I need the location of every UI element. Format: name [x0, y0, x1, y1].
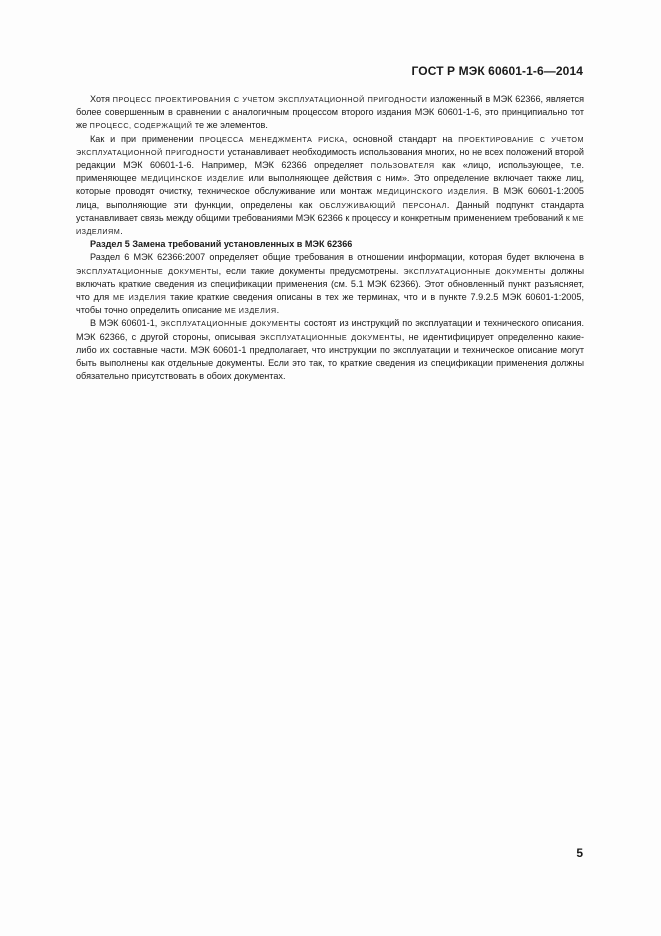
term-run: ПОЛЬЗОВАТЕЛЯ: [370, 161, 435, 171]
text-run: должны включать краткие сведения из спецификации применения (см. 5.1 МЭК 62366). Этот обновленный пункт разъясняет, что для: [76, 265, 585, 303]
term-run: ПРОЦЕСС, СОДЕРЖАЩИЙ: [89, 121, 193, 131]
term-run: ЭКСПЛУАТАЦИОННЫЕ ДОКУМЕНТЫ: [259, 332, 402, 342]
section-heading: Раздел 5 Замена требований установленных в МЭК 62366: [90, 239, 353, 250]
term-run: ПРОЦЕСС ПРОЕКТИРОВАНИЯ С УЧЕТОМ ЭКСПЛУАТАЦИОННОЙ ПРИГОДНОСТИ: [112, 95, 428, 104]
paragraph-3: [76, 251, 584, 317]
text-run: те же элементов.: [192, 120, 268, 131]
term-run: МЕ ИЗДЕЛИЯ: [113, 293, 167, 303]
text-run: , если такие документы предусмотрены.: [218, 265, 404, 276]
paragraph-1: [76, 93, 584, 133]
paragraph-4: [76, 317, 584, 383]
term-run: ЭКСПЛУАТАЦИОННЫЕ ДОКУМЕНТЫ: [76, 266, 219, 276]
text-run: как «лицо, использующее, т.е. применяющее: [76, 160, 584, 184]
term-run: ЭКСПЛУАТАЦИОННЫЕ ДОКУМЕНТЫ: [403, 266, 546, 276]
document-body: [76, 93, 584, 383]
term-run: МЕ ИЗДЕЛИЯМ: [76, 213, 584, 237]
text-run: Раздел 6 МЭК 62366:2007 определяет общие требования в отношении информации, которая будет включена в: [90, 252, 584, 263]
term-run: МЕДИЦИНСКОГО ИЗДЕЛИЯ: [376, 187, 486, 197]
text-run: состоят из инструкций по эксплуатации и технического описания. МЭК 62366, с другой стороны, описывая: [76, 318, 584, 342]
text-run: , не идентифицирует определенно какие-либо их составные части. МЭК 60601-1 предполагает, что инструкции по эксплуатации и техническое описание могут быть выполнены как отдельные документы. Если это так, то краткие сведения из спецификации применения должны обязательно присутствовать в обоих документах.: [76, 331, 585, 382]
term-run: МЕДИЦИНСКОЕ ИЗДЕЛИЕ: [140, 174, 245, 184]
text-run: или выполняющее действия с ним». Это определение включает также лиц, которые проводят очистку, техническое обслуживание или монтаж: [76, 173, 584, 197]
text-run: изложенный в МЭК 62366, является более совершенным в сравнении с аналогичным процессом второго издания МЭК 60601-1-6, это принципиально тот же: [76, 94, 584, 131]
term-run: ПРОЦЕССА МЕНЕДЖМЕНТА РИСКА: [199, 134, 345, 144]
term-run: МЕ ИЗДЕЛИЯ: [224, 306, 277, 316]
paragraph-2: [76, 133, 584, 239]
text-run: такие краткие сведения описаны в тех же терминах, что и в пункте 7.9.2.5 МЭК 60601-1:2005, чтобы точно определить описание: [76, 292, 585, 316]
text-run: . Данный подпункт стандарта устанавливает связь между общими требованиями МЭК 62366 к процессу и конкретным применением требований к: [76, 199, 584, 223]
term-run: ПРОЕКТИРОВАНИЕ С УЧЕТОМ ЭКСПЛУАТАЦИОННОЙ ПРИГОДНОСТИ: [76, 134, 584, 157]
term-run: ОБСЛУЖИВАЮЩИЙ ПЕРСОНАЛ: [319, 200, 447, 210]
text-run: устанавливает необходимость использования многих, но не всех положений второй редакции МЭК 60601-1-6. Например, МЭК 62366 определяет: [76, 146, 584, 171]
text-run: .: [276, 305, 280, 316]
text-run: .: [120, 226, 123, 237]
term-run: ЭКСПЛУАТАЦИОННЫЕ ДОКУМЕНТЫ: [160, 319, 301, 329]
text-run: Как и при применении: [90, 133, 200, 144]
text-run: , основной стандарт на: [344, 133, 459, 144]
text-run: . В МЭК 60601-1:2005 лица, выполняющие эти функции, определены как: [76, 186, 584, 210]
text-run: Хотя: [90, 94, 113, 104]
standard-code-header: ГОСТ Р МЭК 60601-1-6—2014: [411, 64, 583, 78]
page-number: 5: [576, 846, 583, 860]
text-run: В МЭК 60601-1,: [90, 318, 161, 329]
